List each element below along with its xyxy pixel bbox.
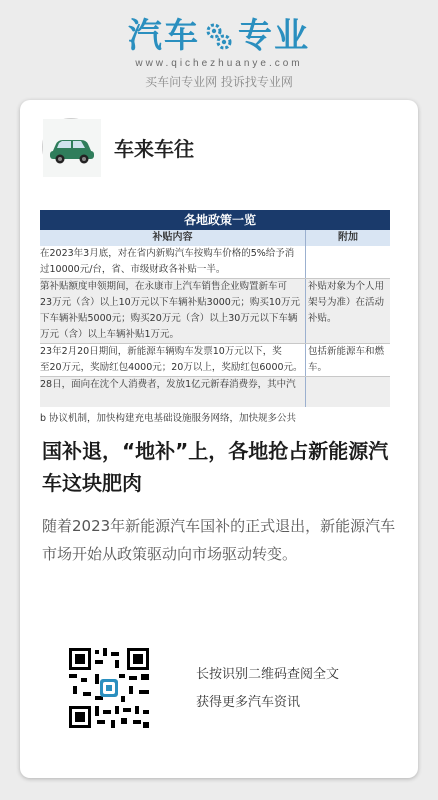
article-headline[interactable]: 国补退，“地补”上，各地抢占新能源汽车这块肥肉: [42, 439, 389, 495]
account-name[interactable]: 车来车往: [114, 136, 194, 161]
gear-icon: [204, 21, 234, 51]
table-cell: 下车辆补贴5000元；购买20万元（含）以上30万元以下车辆: [40, 311, 306, 327]
article-card[interactable]: [20, 100, 418, 778]
article-summary: 随着2023年新能源汽车国补的正式退出，新能源汽车市场开始从政策驱动向市场驱动转变。: [42, 517, 396, 563]
table-cell: [306, 262, 390, 278]
table-cell: 车。: [308, 362, 328, 373]
brand-logo: [0, 16, 438, 56]
thumbnail-title: 各地政策一览: [40, 210, 390, 230]
table-cell: 万元（含）以上车辆补贴1万元。: [40, 327, 306, 343]
qr-caption-line-2: 获得更多汽车资讯: [196, 695, 301, 710]
thumbnail-table-header: [40, 230, 390, 246]
table-cell: 架号为准）在活动: [308, 297, 385, 308]
brand-header: [0, 16, 438, 90]
table-cell: 补贴。: [308, 313, 337, 324]
table-row: [40, 376, 390, 407]
table-cell: 23年2月20日期间，新能源车辆购车发票10万元以下，奖: [40, 344, 306, 360]
table-cell: 过10000元/台，省、市级财政各补贴一半。: [40, 262, 306, 278]
table-cell: 23万元（含）以上10万元以下车辆补贴3000元；购买10万元: [40, 295, 306, 311]
qr-caption: [196, 661, 339, 717]
brand-title-right: 专业: [238, 16, 310, 56]
table-row: [40, 246, 390, 262]
thumbnail-footer-text: b 协议机制，加快构建充电基础设施服务网络，加快规多公共: [40, 413, 297, 424]
brand-title-left: 汽车: [128, 16, 200, 56]
table-cell: 包括新能源车和燃: [308, 346, 385, 357]
table-cell: 至20万元，奖励红包4000元；20万以上，奖励红包6000元。: [40, 360, 306, 376]
account-header[interactable]: [42, 118, 194, 176]
green-car-icon: [43, 119, 101, 177]
qr-caption-line-1: 长按识别二维码查阅全文: [196, 667, 340, 682]
column-header-content: 补贴内容: [40, 230, 306, 246]
table-row: [40, 295, 390, 311]
table-cell: [306, 246, 390, 262]
table-cell: 第补贴额度申领期间，在永康市上汽车销售企业购置新车可: [40, 279, 306, 295]
table-row: [40, 262, 390, 278]
brand-url: www.qichezhuanye.com: [135, 58, 303, 69]
table-cell: 在2023年3月底，对在省内新购汽车按购车价格的5%给予消: [40, 246, 306, 262]
table-row: [40, 343, 390, 360]
table-row: [40, 278, 390, 295]
brand-slogan: 买车问专业网 投诉找专业网: [145, 75, 293, 89]
column-header-notes: 附加: [338, 232, 358, 243]
table-row: [40, 311, 390, 327]
table-cell: 28日，面向在沈个人消费者，发放1亿元新春消费券，其中汽: [40, 377, 306, 407]
table-cell: [306, 327, 390, 343]
table-cell: [306, 377, 390, 407]
table-cell: 补贴对象为个人用: [308, 281, 385, 292]
article-thumbnail[interactable]: [40, 210, 390, 424]
avatar[interactable]: [42, 118, 100, 176]
table-row: [40, 327, 390, 343]
thumbnail-table-body: [40, 246, 390, 424]
qr-code-icon[interactable]: [69, 648, 149, 728]
table-row: [40, 360, 390, 376]
